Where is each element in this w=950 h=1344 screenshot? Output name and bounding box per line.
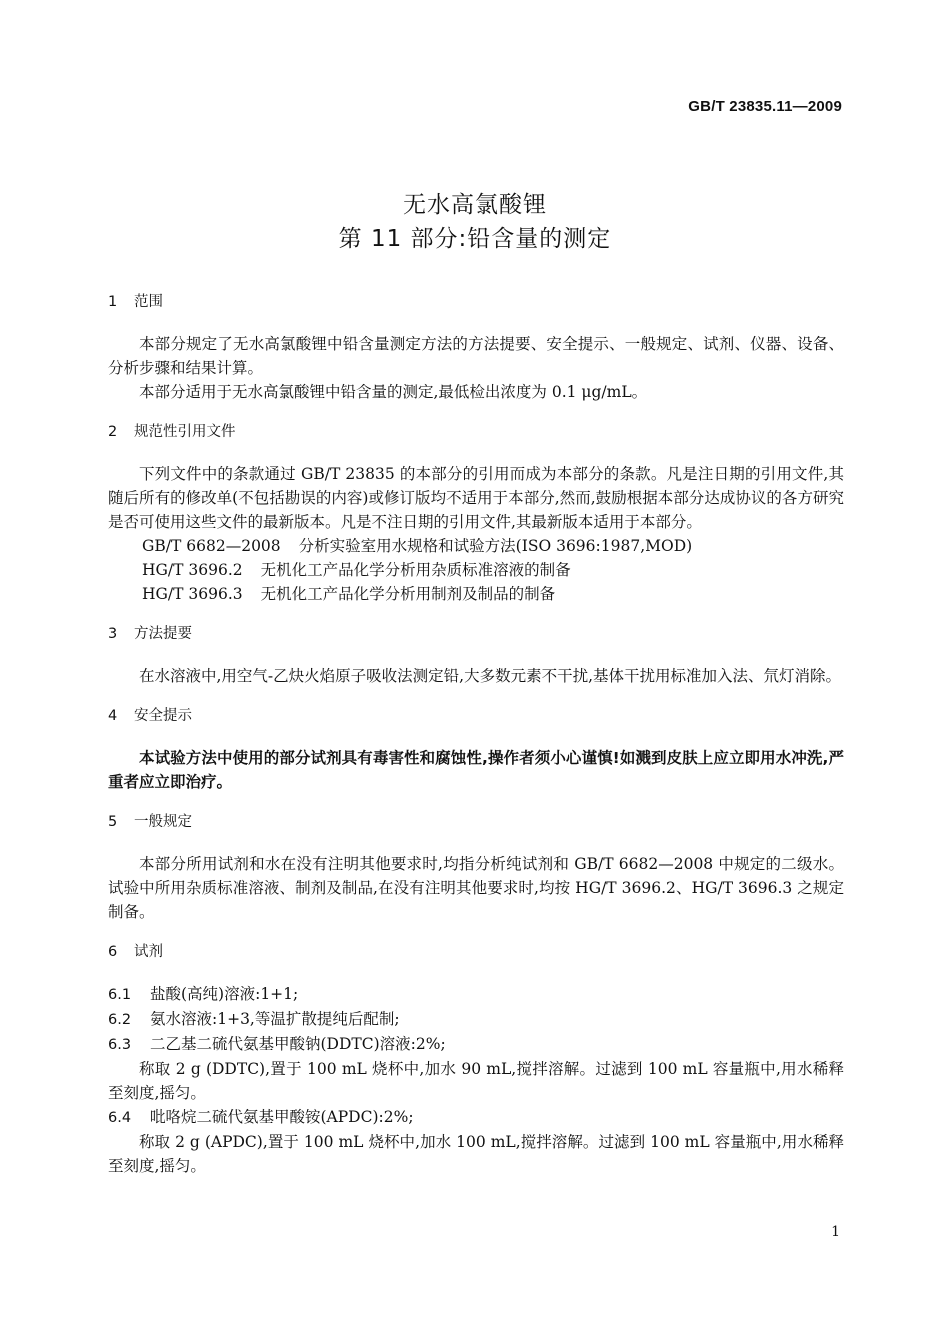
- section-safety: [108, 704, 844, 794]
- reagent-text: 氨水溶液:1+3,等温扩散提纯后配制;: [150, 1010, 400, 1028]
- page-number: 1: [831, 1224, 840, 1240]
- section-number: 6: [108, 944, 118, 960]
- section-number: 5: [108, 814, 118, 830]
- paragraph: 本部分所用试剂和水在没有注明其他要求时,均指分析纯试剂和 GB/T 6682—2008 中规定的二级水。试验中所用杂质标准溶液、制剂及制品,在没有注明其他要求时,均按 HG/T 3696.2、HG/T 3696.3 之规定制备。: [108, 855, 844, 921]
- reagent-number: 6.3: [108, 1037, 132, 1053]
- document-title: 无水高氯酸锂: [403, 192, 547, 218]
- reference-title: 无机化工产品化学分析用杂质标准溶液的制备: [260, 561, 571, 579]
- reference-code: HG/T 3696.3: [142, 585, 243, 603]
- reference-title: 无机化工产品化学分析用制剂及制品的制备: [260, 585, 556, 603]
- safety-warning: 本试验方法中使用的部分试剂具有毒害性和腐蚀性,操作者须小心谨慎!如溅到皮肤上应立即用水冲洗,严重者应立即治疗。: [108, 749, 844, 791]
- reagent-text: 二乙基二硫代氨基甲酸钠(DDTC)溶液:2%;: [150, 1035, 446, 1053]
- section-title: 安全提示: [134, 708, 192, 724]
- section-number: 1: [108, 294, 118, 310]
- section-title: 方法提要: [134, 626, 192, 642]
- reference-code: GB/T 6682—2008: [142, 537, 281, 555]
- reagent-text: 吡咯烷二硫代氨基甲酸铵(APDC):2%;: [150, 1108, 414, 1126]
- reagent-number: 6.2: [108, 1012, 132, 1028]
- reagent-item: [108, 1007, 844, 1032]
- section-reagents: [108, 940, 844, 1178]
- paragraph: 本部分规定了无水高氯酸锂中铅含量测定方法的方法提要、安全提示、一般规定、试剂、仪器、设备、分析步骤和结果计算。: [108, 335, 844, 377]
- section-method-summary: [108, 622, 844, 688]
- reagent-number: 6.4: [108, 1110, 132, 1126]
- document-subtitle: 第 11 部分:铅含量的测定: [338, 226, 612, 252]
- section-number: 4: [108, 708, 118, 724]
- reference-code: HG/T 3696.2: [142, 561, 243, 579]
- paragraph: 下列文件中的条款通过 GB/T 23835 的本部分的引用而成为本部分的条款。凡是注日期的引用文件,其随后所有的修改单(不包括勘误的内容)或修订版均不适用于本部分,然而,鼓励根据本部分达成协议的各方研究是否可使用这些文件的最新版本。凡是不注日期的引用文件,其最新版本适用于本部分。: [108, 465, 844, 531]
- section-number: 2: [108, 424, 118, 440]
- section-heading: [108, 704, 844, 728]
- reference-item: [108, 582, 844, 606]
- section-title: 一般规定: [134, 814, 192, 830]
- section-title: 试剂: [134, 944, 163, 960]
- section-general-provisions: [108, 810, 844, 924]
- reference-item: [108, 534, 844, 558]
- section-title: 规范性引用文件: [134, 424, 236, 440]
- paragraph: 在水溶液中,用空气-乙炔火焰原子吸收法测定铅,大多数元素不干扰,基体干扰用标准加入法、氘灯消除。: [139, 667, 842, 685]
- reagent-item: [108, 1105, 844, 1130]
- section-heading: [108, 940, 844, 964]
- paragraph: 本部分适用于无水高氯酸锂中铅含量的测定,最低检出浓度为 0.1 μg/mL。: [139, 383, 648, 401]
- reference-item: [108, 558, 844, 582]
- section-scope: [108, 290, 844, 404]
- reference-title: 分析实验室用水规格和试验方法(ISO 3696:1987,MOD): [298, 537, 693, 555]
- section-heading: [108, 420, 844, 444]
- section-heading: [108, 810, 844, 834]
- standard-code: GB/T 23835.11—2009: [688, 98, 842, 115]
- document-body: [108, 290, 844, 1178]
- reagent-number: 6.1: [108, 987, 132, 1003]
- reagent-preparation: 称取 2 g (APDC),置于 100 mL 烧杯中,加水 100 mL,搅拌溶解。过滤到 100 mL 容量瓶中,用水稀释至刻度,摇匀。: [108, 1133, 844, 1175]
- section-heading: [108, 622, 844, 646]
- reagent-preparation: 称取 2 g (DDTC),置于 100 mL 烧杯中,加水 90 mL,搅拌溶解。过滤到 100 mL 容量瓶中,用水稀释至刻度,摇匀。: [108, 1060, 844, 1102]
- reagent-text: 盐酸(高纯)溶液:1+1;: [150, 985, 299, 1003]
- reagent-item: [108, 982, 844, 1007]
- reagent-item: [108, 1032, 844, 1057]
- section-number: 3: [108, 626, 118, 642]
- section-normative-references: [108, 420, 844, 606]
- section-title: 范围: [134, 294, 163, 310]
- section-heading: [108, 290, 844, 314]
